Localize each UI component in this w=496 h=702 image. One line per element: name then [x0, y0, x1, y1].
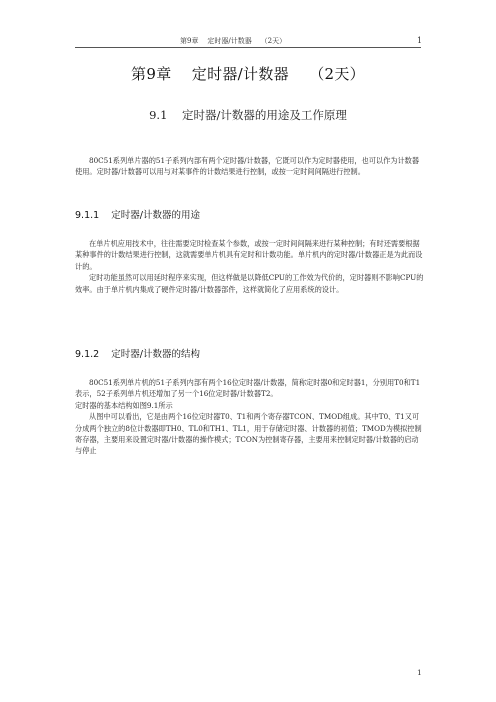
footer-page-number: 1	[417, 668, 422, 677]
intro-text: 80C51系列单片器的51子系列内部有两个定时器/计数器，它既可以作为定时器使用，也可以作为计数器使用。定时器/计数器可以用与对某事件的计数结果进行控制，或按一定时间间隔进行控制。	[75, 156, 420, 177]
chapter-title: 第9章 定时器/计数器 （2天）	[131, 65, 365, 83]
running-header-title: 第9章 定时器/计数器 （2天）	[180, 37, 287, 45]
intro-paragraph	[75, 155, 425, 178]
subsection-2-body	[75, 377, 425, 457]
header-rule	[75, 47, 421, 48]
subsection-2-paragraph: 80C51系列单片机的51子系列内部有两个16位定时器/计数器，简称定时器0和定时器1，分别用T0和T1表示，52子系列单片机还增加了另一个16位定时器/计数器T2。	[75, 378, 421, 399]
subsection-1-body	[75, 238, 425, 295]
subsection-2-paragraph: 定时器的基本结构如图9.1所示	[75, 400, 173, 410]
section-title: 9.1 定时器/计数器的用途及工作原理	[149, 108, 347, 122]
subsection-1-title: 9.1.1 定时器/计数器的用途	[75, 210, 200, 221]
subsection-2-title: 9.1.2 定时器/计数器的结构	[75, 349, 200, 360]
subsection-1-paragraph: 定时功能虽然可以用延时程序来实现，但这样做是以降低CPU的工作效为代价的，定时器则不影响CPU的效率。由于单片机内集成了硬件定时器/计数器部件，这样就简化了应用系统的设计。	[75, 273, 424, 294]
subsection-2-paragraph: 从图中可以看出，它是由两个16位定时器T0、T1和两个寄存器TCON、TMOD组成。其中T0、T1又可分成两个独立的8位计数器即TH0、TL0和TH1、TL1，用于存储定时器、计数器的初值；TMOD为模拟控制寄存器，主要用来设置定时器/计数器的操作模式；TCON为控制寄存器，主要用来控制定时器/计数器的启动与停止	[75, 412, 422, 456]
header-page-number: 1	[417, 36, 423, 45]
subsection-1-paragraph: 在单片机应用技术中，往往需要定时检查某个参数，或按一定时间间隔来进行某种控制；有时还需要根据某种事件的计数结果进行控制，这就需要单片机具有定时和计数功能。单片机内的定时器/计数器正是为此而设计的。	[75, 239, 423, 271]
